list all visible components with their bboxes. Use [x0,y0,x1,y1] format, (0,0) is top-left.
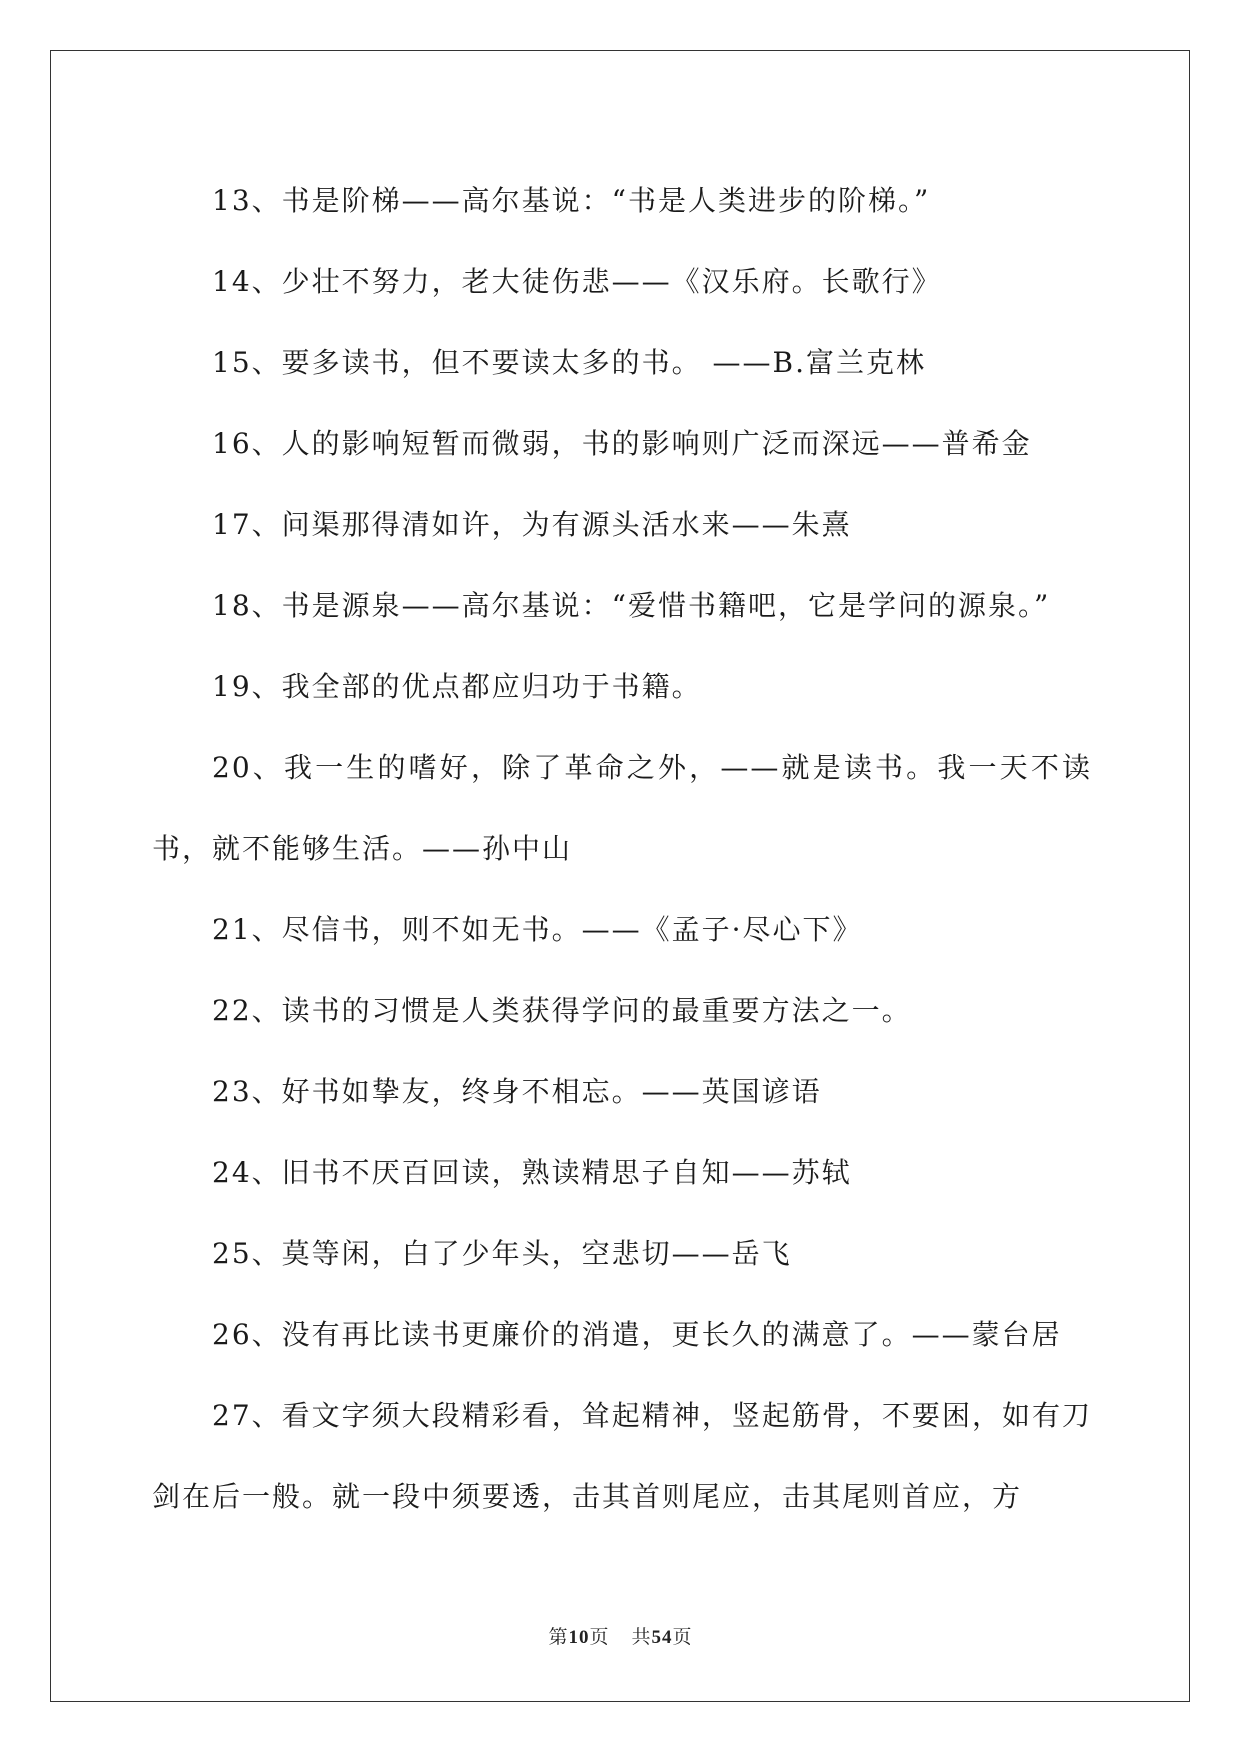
document-body [152,160,1092,1537]
paragraph-23: 23、好书如挚友，终身不相忘。——英国谚语 [212,1075,822,1108]
page-prefix: 第 [548,1626,569,1648]
paragraph-19: 19、我全部的优点都应归功于书籍。 [212,670,702,703]
paragraph-24: 24、旧书不厌百回读，熟读精思子自知——苏轼 [212,1156,852,1189]
paragraph-16: 16、人的影响短暂而微弱，书的影响则广泛而深远——普希金 [212,427,1032,460]
paragraph-21: 21、尽信书，则不如无书。——《孟子·尽心下》 [212,913,863,946]
page-footer [0,1622,1241,1649]
paragraph-22: 22、读书的习惯是人类获得学问的最重要方法之一。 [212,994,912,1027]
total-suffix: 页 [672,1626,693,1648]
paragraph-26: 26、没有再比读书更廉价的消遣，更长久的满意了。——蒙台居 [212,1318,1062,1351]
paragraph-14: 14、少壮不努力，老大徒伤悲——《汉乐府。长歌行》 [212,265,942,298]
paragraph-15: 15、要多读书，但不要读太多的书。 ——B.富兰克林 [212,346,927,379]
page-number: 10 [568,1627,590,1648]
paragraph-13: 13、书是阶梯——高尔基说：“书是人类进步的阶梯。” [212,184,931,217]
paragraph-20: 20、我一生的嗜好，除了革命之外，——就是读书。我一天不读书，就不能够生活。——孙中山 [152,751,1092,865]
total-prefix: 共 [631,1626,652,1648]
paragraph-27: 27、看文字须大段精彩看，耸起精神，竖起筋骨，不要困，如有刀剑在后一般。就一段中须要透，击其首则尾应，击其尾则首应，方 [152,1399,1092,1513]
paragraph-17: 17、问渠那得清如许，为有源头活水来——朱熹 [212,508,852,541]
total-pages: 54 [651,1627,673,1648]
paragraph-25: 25、莫等闲，白了少年头，空悲切——岳飞 [212,1237,792,1270]
page-suffix: 页 [589,1626,610,1648]
paragraph-18: 18、书是源泉——高尔基说：“爱惜书籍吧，它是学问的源泉。” [212,589,1051,622]
